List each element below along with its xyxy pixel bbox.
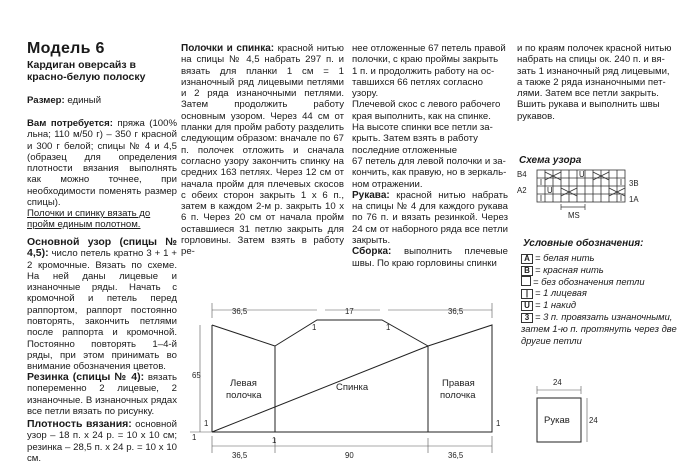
legend-item [521,252,691,264]
scheme-row-label: 3В [629,179,639,188]
legend-item [521,311,691,346]
dim-small-bottom: 1 [272,436,277,445]
scheme-row-label: А2 [517,186,527,195]
sleeves-block [352,190,508,246]
sleeves-label: Рукава: [352,189,390,201]
text-line: Вшить рукава и выполнить швы [517,99,660,111]
note-text: Полочки и спинку вязать до пройм единым полотном. [27,208,151,231]
assembly-label: Сборка: [352,246,392,258]
body-label: Полочки и спинка: [181,43,275,54]
legend-text: = красная нить [535,264,604,275]
assembly-text: выполнить плечевые швы. По краю горловины спинки [352,246,508,269]
materials-block [27,118,177,208]
text-line: рукавов. [517,110,555,122]
page-title: Модель 6 [27,40,105,57]
body-text-continued [352,43,508,190]
legend-list [521,252,691,346]
rib-label: Резинка (спицы № 4): [27,371,145,383]
dim-bottom-right: 36,5 [448,451,464,460]
gauge-text: основной узор – 18 п. х 24 р. = 10 х 10 см; резинка – 28,5 п. х 24 р. = 10 х 10 см. [27,419,177,464]
main-pattern-block [27,237,177,373]
scheme-row-label: 1А [629,195,639,204]
stitch-scheme [517,166,652,222]
dim-bottom-left: 36,5 [232,451,248,460]
scheme-title: Схема узора [519,155,582,166]
legend-item [521,264,691,276]
body-text: красной нитью на спицы № 4,5 набрать 297 п. и вязать для планки 1 см = 1 изнаночный ряд лицевыми петлями и 2 ряда изнаночными петлями. Затем продолжить работу основным узором. Через 44 см от планки для пройм работу разделить следующим образом: вначале по 67 п. полочек отложить и сначала согласно узору закончить спинку на средних 163 петлях. Через 12 см от начала пройм для плечевых скосов с обеих сторон закрыть 1 х 6 п., затем в каждом 2-м р. закрыть 10 х 6 п. Через 20 см от начала пройм оставшиеся 31 петлю закрыть для горловины. Затем взять в работу ре- [181,43,344,258]
legend-text: = 1 лицевая [535,287,587,299]
dim-top-center: 17 [345,307,354,316]
garment-outline [212,320,492,432]
legend-item [521,299,691,311]
legend-symbol: U [521,301,533,311]
sleeve-height: 24 [589,416,598,425]
right-front-label-2: полочка [440,390,476,401]
left-front-label: Левая [230,378,257,389]
page-subtitle: Кардиган оверсайз в красно-белую полоску [27,59,146,83]
text-line: крыть. Затем взять в работу [352,133,478,145]
dim-bottom-center: 90 [345,451,354,460]
legend-item [521,287,691,299]
legend-text: = без обозначения петли [533,276,645,287]
garment-schematic [190,298,510,462]
legend-text: = 1 накид [535,299,577,311]
back-label: Спинка [336,382,369,393]
legend-symbol: B [521,266,533,276]
legend-symbol: 3 [521,313,533,323]
note-block [27,208,177,231]
dim-side-mark-right: 1 [496,419,501,428]
gauge-label: Плотность вязания: [27,418,132,430]
main-pattern-label: Основной узор (спицы № 4,5): [27,236,177,260]
legend-text: = белая нить [535,252,595,263]
main-pattern-text: число петель кратно 3 + 1 + 2 кромочные. Вязать по схеме. На ней даны лицевые и изнаночные ряды. Начать с кромочной и петель перед раппортом, раппорт постоянно повторять, закончить петлями после раппорта и кромочной. Постоянно повторять 1–4-й ряды, при этом принимать во внимание обозначения цветов. [27,248,177,373]
text-line: На высоте спинки все петли за- [352,122,493,134]
dim-height: 65 [192,371,201,380]
text-line: последние отложенные [352,144,458,156]
assembly-block [352,246,508,269]
dim-top-right: 36,5 [448,307,464,316]
dim-tail-mark: 1 [192,433,197,442]
text-line: ном отражении. [352,178,423,190]
legend-symbol: | [521,289,533,299]
size-value: единый [67,95,102,106]
materials-text: пряжа (100% льна; 110 м/50 г) – 350 г красной и 300 г белой; спицы № 4 и 4,5 (образец для определения плотности вязания выполнять как можно точнее, при необходимости поменять размер спицы). [27,118,177,209]
text-line: а также 2 ряда изнаночными пет- [517,76,666,88]
text-line: полочки, с краю проймы закрыть [352,54,499,66]
scheme-yarn-over-mark: U [579,170,585,179]
legend-symbol: A [521,254,533,264]
text-line: нее отложенные 67 петель правой [352,43,506,54]
text-line: и по краям полочек красной нитью [517,43,672,54]
rib-block [27,372,177,417]
text-line: лями. Затем все петли закрыть. [517,88,659,100]
empty-box-icon [521,276,531,286]
legend-item [521,276,691,287]
rib-text: вязать попеременно 2 лицевые, 2 изнаночные. В изнаночных рядах все петли вязать по рисунку. [27,372,177,417]
scheme-yarn-over-mark: U [547,186,553,195]
sleeve-schematic [527,376,607,452]
text-line: набрать на спицы ок. 240 п. и вя- [517,54,665,66]
scheme-row-label: В4 [517,170,527,179]
right-front-label: Правая [442,378,475,389]
dim-top-left: 36,5 [232,307,248,316]
left-front-label-2: полочка [226,390,262,401]
size-line [27,95,177,106]
materials-label: Вам потребуется: [27,118,113,129]
text-line: кончить, как правую, но в зеркаль- [352,167,507,179]
sleeve-label: Рукав [544,415,570,426]
assembly-text-continued [517,43,687,122]
column-3 [352,43,508,269]
size-label: Размер: [27,95,65,106]
text-line: зать 1 изнаночный ряд лицевыми, [517,65,670,77]
text-line: 1 п. и продолжить работу на ос- [352,65,495,77]
text-line: тавшихся 66 петлях согласно узору. [352,76,484,100]
scheme-rapport-label: MS [568,211,580,220]
text-line: 67 петель для левой полочки и за- [352,155,506,167]
gauge-block [27,419,177,464]
column-4 [517,43,687,122]
sleeve-width: 24 [553,378,562,387]
sleeves-text: красной нитью набрать на спицы № 4 для каждого рукава по 76 п. и вязать резинкой. Через 24 см от наборного ряда все петли закрыть. [352,189,508,247]
dim-small-top-right: 1 [386,323,391,332]
text-line: Плечевой скос с левого рабочего [352,99,501,111]
text-line: края выполнить, как на спинке. [352,110,491,122]
column-2 [181,43,344,258]
dim-side-mark: 1 [204,419,209,428]
legend-text: = 3 п. провязать изнаночными, затем 1-ю п. протянуть через две другие петли [521,311,677,346]
legend-title: Условные обозначения: [523,238,644,249]
dim-small-top: 1 [312,323,317,332]
